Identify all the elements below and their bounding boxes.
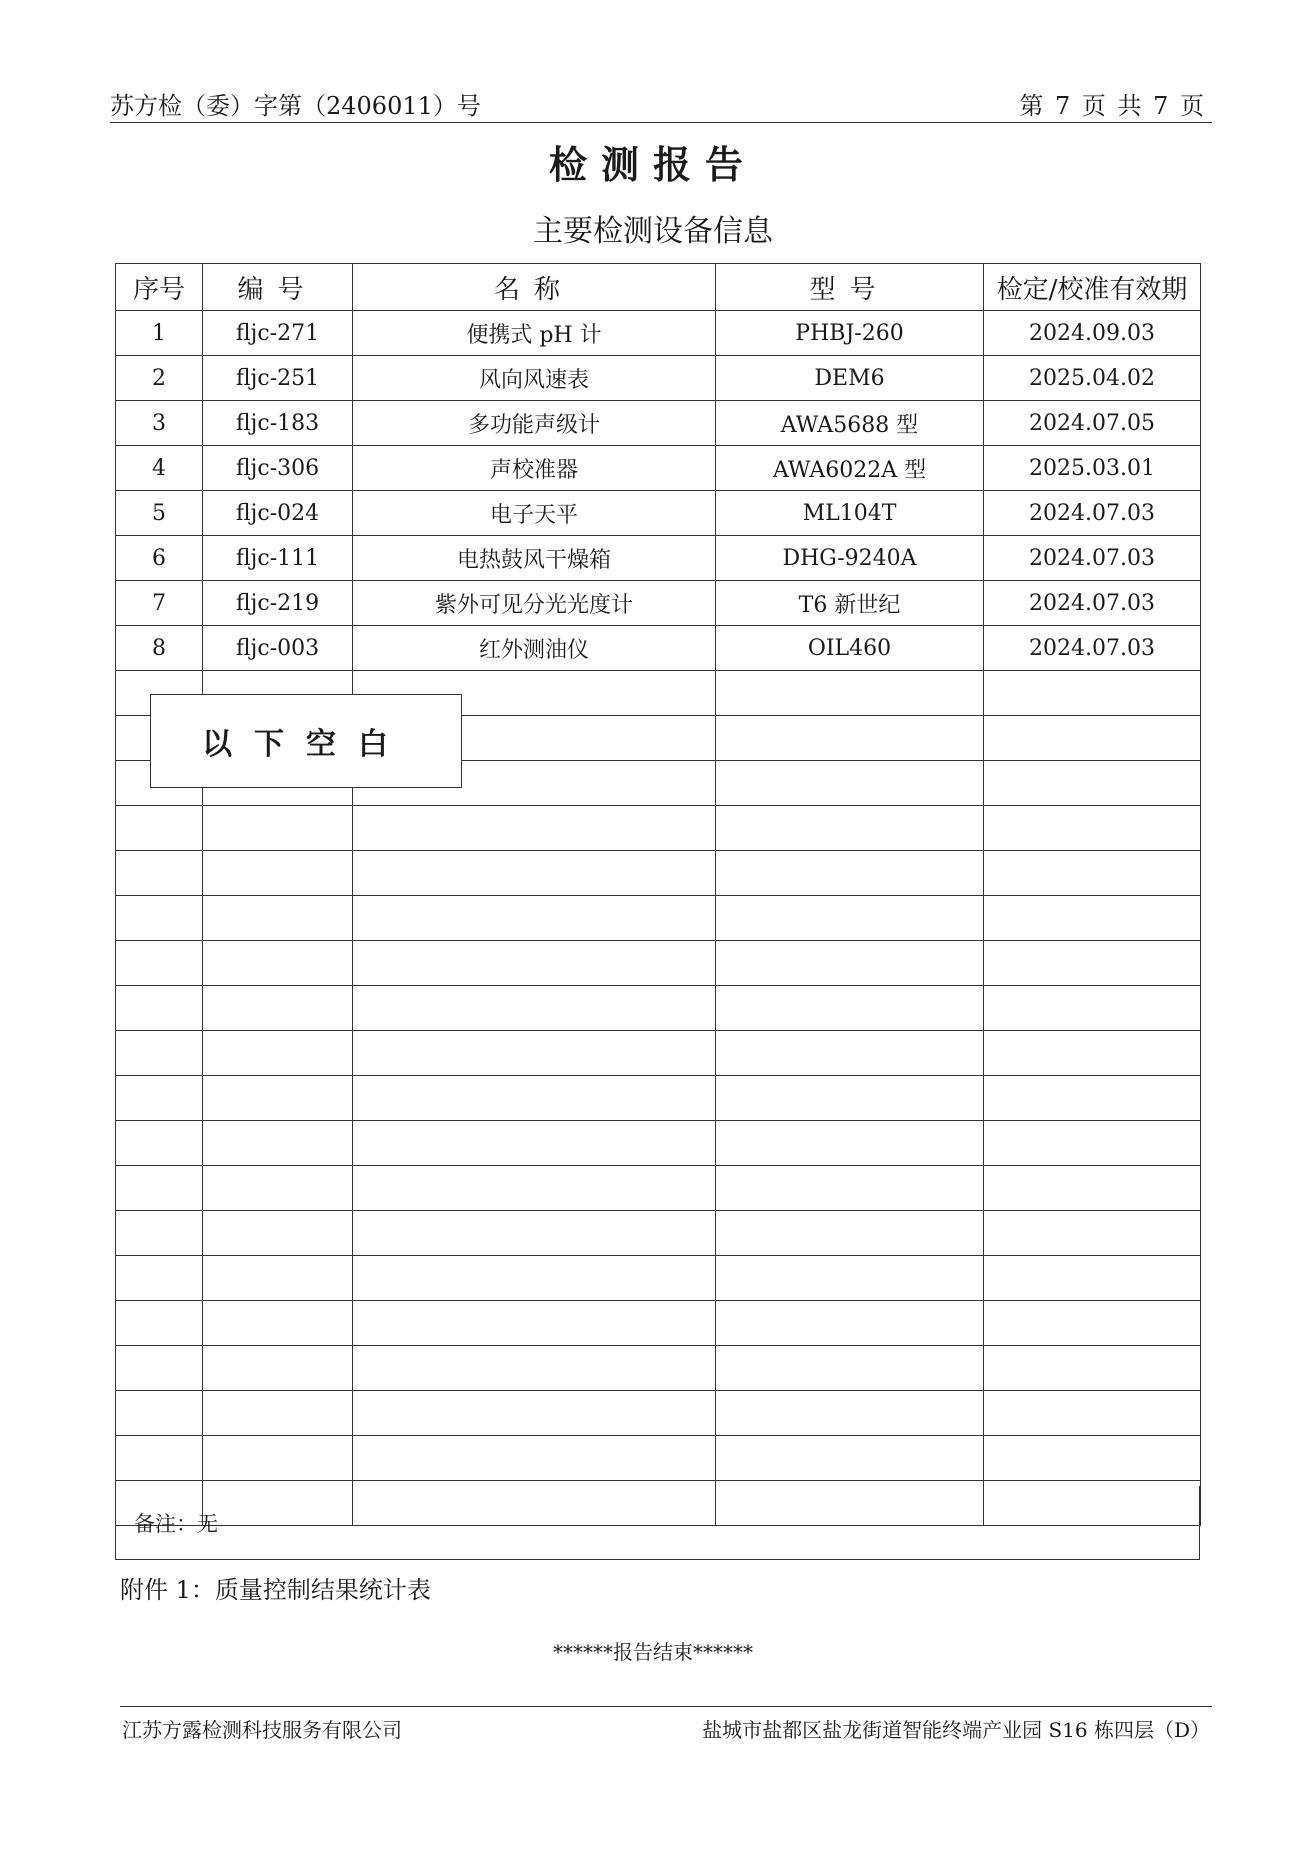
- empty-cell: [716, 1436, 984, 1481]
- cell-name: 电子天平: [353, 491, 716, 536]
- cell-code: fljc-271: [203, 311, 353, 356]
- empty-cell: [716, 1121, 984, 1166]
- cell-code: fljc-183: [203, 401, 353, 446]
- cell-no: 3: [116, 401, 203, 446]
- empty-cell: [984, 1436, 1201, 1481]
- cell-code: fljc-251: [203, 356, 353, 401]
- empty-cell: [353, 1076, 716, 1121]
- empty-cell: [716, 716, 984, 761]
- cell-no: 7: [116, 581, 203, 626]
- report-end-mark: ******报告结束******: [553, 1640, 753, 1664]
- empty-cell: [203, 1166, 353, 1211]
- table-row: [116, 626, 1201, 671]
- empty-cell: [203, 1256, 353, 1301]
- empty-cell: [984, 851, 1201, 896]
- cell-code: fljc-219: [203, 581, 353, 626]
- empty-cell: [984, 1031, 1201, 1076]
- report-number: 苏方检（委）字第（2406011）号: [110, 92, 481, 120]
- empty-cell: [716, 851, 984, 896]
- table-row: [116, 536, 1201, 581]
- empty-cell: [203, 986, 353, 1031]
- cell-no: 2: [116, 356, 203, 401]
- cell-code: fljc-024: [203, 491, 353, 536]
- empty-cell: [984, 716, 1201, 761]
- cell-no: 1: [116, 311, 203, 356]
- empty-row: [116, 1346, 1201, 1391]
- empty-cell: [353, 1301, 716, 1346]
- blank-below-stamp: 以下空白: [150, 694, 462, 788]
- header-name: 名称: [353, 264, 716, 311]
- empty-cell: [203, 896, 353, 941]
- cell-no: 5: [116, 491, 203, 536]
- empty-cell: [116, 851, 203, 896]
- empty-cell: [116, 1121, 203, 1166]
- empty-row: [116, 1436, 1201, 1481]
- report-title: 检测报告: [548, 142, 757, 187]
- cell-no: 6: [116, 536, 203, 581]
- table-row: [116, 581, 1201, 626]
- empty-row: [116, 896, 1201, 941]
- empty-cell: [716, 1256, 984, 1301]
- empty-cell: [984, 761, 1201, 806]
- empty-cell: [984, 671, 1201, 716]
- cell-name: 红外测油仪: [353, 626, 716, 671]
- empty-row: [116, 986, 1201, 1031]
- empty-cell: [716, 1301, 984, 1346]
- empty-cell: [353, 896, 716, 941]
- footer-address: 盐城市盐都区盐龙街道智能终端产业园 S16 栋四层（D）: [702, 1718, 1210, 1742]
- empty-cell: [716, 896, 984, 941]
- cell-name: 多功能声级计: [353, 401, 716, 446]
- empty-row: [116, 806, 1201, 851]
- empty-cell: [116, 1211, 203, 1256]
- empty-cell: [203, 1121, 353, 1166]
- cell-no: 8: [116, 626, 203, 671]
- empty-cell: [203, 941, 353, 986]
- table-row: [116, 491, 1201, 536]
- empty-cell: [984, 986, 1201, 1031]
- empty-cell: [203, 1301, 353, 1346]
- empty-cell: [116, 1256, 203, 1301]
- empty-cell: [984, 941, 1201, 986]
- empty-cell: [203, 806, 353, 851]
- cell-name: 便携式 pH 计: [353, 311, 716, 356]
- empty-cell: [116, 1301, 203, 1346]
- empty-cell: [984, 1391, 1201, 1436]
- empty-cell: [116, 986, 203, 1031]
- empty-cell: [116, 1436, 203, 1481]
- empty-cell: [984, 1346, 1201, 1391]
- cell-code: fljc-003: [203, 626, 353, 671]
- empty-cell: [716, 1166, 984, 1211]
- cell-model: AWA6022A 型: [716, 446, 984, 491]
- cell-name: 风向风速表: [353, 356, 716, 401]
- cell-model: PHBJ-260: [716, 311, 984, 356]
- empty-cell: [984, 1256, 1201, 1301]
- header-divider: [110, 122, 1212, 123]
- empty-cell: [716, 1391, 984, 1436]
- cell-valid: 2024.07.03: [984, 491, 1201, 536]
- empty-row: [116, 941, 1201, 986]
- empty-cell: [984, 1121, 1201, 1166]
- empty-cell: [353, 851, 716, 896]
- footer-company: 江苏方露检测科技服务有限公司: [122, 1718, 402, 1742]
- header-code: 编号: [203, 264, 353, 311]
- empty-cell: [353, 806, 716, 851]
- empty-row: [116, 1256, 1201, 1301]
- empty-row: [116, 1076, 1201, 1121]
- empty-cell: [716, 1076, 984, 1121]
- cell-valid: 2024.09.03: [984, 311, 1201, 356]
- empty-cell: [203, 851, 353, 896]
- cell-model: AWA5688 型: [716, 401, 984, 446]
- cell-code: fljc-111: [203, 536, 353, 581]
- table-row: [116, 401, 1201, 446]
- empty-cell: [353, 1031, 716, 1076]
- empty-cell: [984, 1076, 1201, 1121]
- cell-model: DHG-9240A: [716, 536, 984, 581]
- cell-valid: 2024.07.03: [984, 536, 1201, 581]
- empty-cell: [353, 1436, 716, 1481]
- empty-row: [116, 1121, 1201, 1166]
- page-info: 第 7 页 共 7 页: [1019, 92, 1206, 120]
- empty-cell: [716, 941, 984, 986]
- empty-row: [116, 1031, 1201, 1076]
- cell-model: T6 新世纪: [716, 581, 984, 626]
- empty-cell: [116, 1346, 203, 1391]
- empty-cell: [716, 1346, 984, 1391]
- table-row: [116, 311, 1201, 356]
- empty-cell: [116, 941, 203, 986]
- empty-cell: [203, 1346, 353, 1391]
- empty-cell: [353, 1346, 716, 1391]
- cell-valid: 2025.03.01: [984, 446, 1201, 491]
- empty-row: [116, 851, 1201, 896]
- cell-valid: 2024.07.03: [984, 581, 1201, 626]
- empty-cell: [116, 806, 203, 851]
- empty-cell: [984, 1166, 1201, 1211]
- cell-model: DEM6: [716, 356, 984, 401]
- empty-cell: [716, 671, 984, 716]
- empty-cell: [353, 1211, 716, 1256]
- empty-cell: [203, 1391, 353, 1436]
- empty-cell: [984, 1301, 1201, 1346]
- section-subtitle: 主要检测设备信息: [533, 214, 773, 249]
- empty-cell: [984, 896, 1201, 941]
- empty-cell: [353, 1391, 716, 1436]
- attachment-line: 附件 1：质量控制结果统计表: [120, 1576, 431, 1604]
- header-seq: 序号: [116, 264, 203, 311]
- empty-cell: [116, 1166, 203, 1211]
- empty-cell: [203, 1031, 353, 1076]
- table-header-row: [116, 264, 1201, 311]
- empty-row: [116, 1166, 1201, 1211]
- cell-name: 紫外可见分光光度计: [353, 581, 716, 626]
- empty-cell: [203, 1211, 353, 1256]
- table-row: [116, 356, 1201, 401]
- cell-name: 电热鼓风干燥箱: [353, 536, 716, 581]
- empty-cell: [203, 1436, 353, 1481]
- cell-code: fljc-306: [203, 446, 353, 491]
- empty-row: [116, 1301, 1201, 1346]
- empty-cell: [984, 806, 1201, 851]
- cell-name: 声校准器: [353, 446, 716, 491]
- table-row: [116, 446, 1201, 491]
- empty-cell: [203, 1076, 353, 1121]
- empty-cell: [353, 986, 716, 1031]
- cell-valid: 2024.07.03: [984, 626, 1201, 671]
- empty-cell: [116, 1391, 203, 1436]
- empty-cell: [116, 1031, 203, 1076]
- remarks-text: 备注：无: [134, 1512, 218, 1536]
- empty-cell: [716, 761, 984, 806]
- cell-model: OIL460: [716, 626, 984, 671]
- cell-no: 4: [116, 446, 203, 491]
- empty-cell: [984, 1211, 1201, 1256]
- empty-row: [116, 1391, 1201, 1436]
- header-valid: 检定/校准有效期: [984, 264, 1201, 311]
- empty-cell: [716, 986, 984, 1031]
- empty-cell: [116, 1076, 203, 1121]
- header-model: 型号: [716, 264, 984, 311]
- empty-cell: [353, 941, 716, 986]
- empty-row: [116, 1211, 1201, 1256]
- cell-valid: 2024.07.05: [984, 401, 1201, 446]
- empty-cell: [353, 1121, 716, 1166]
- empty-cell: [353, 1166, 716, 1211]
- empty-cell: [353, 1256, 716, 1301]
- footer-divider: [120, 1706, 1212, 1707]
- remarks-box: [115, 1486, 1200, 1560]
- empty-cell: [716, 1031, 984, 1076]
- empty-cell: [116, 896, 203, 941]
- equipment-table: [115, 263, 1201, 1526]
- cell-valid: 2025.04.02: [984, 356, 1201, 401]
- cell-model: ML104T: [716, 491, 984, 536]
- empty-cell: [716, 806, 984, 851]
- empty-cell: [716, 1211, 984, 1256]
